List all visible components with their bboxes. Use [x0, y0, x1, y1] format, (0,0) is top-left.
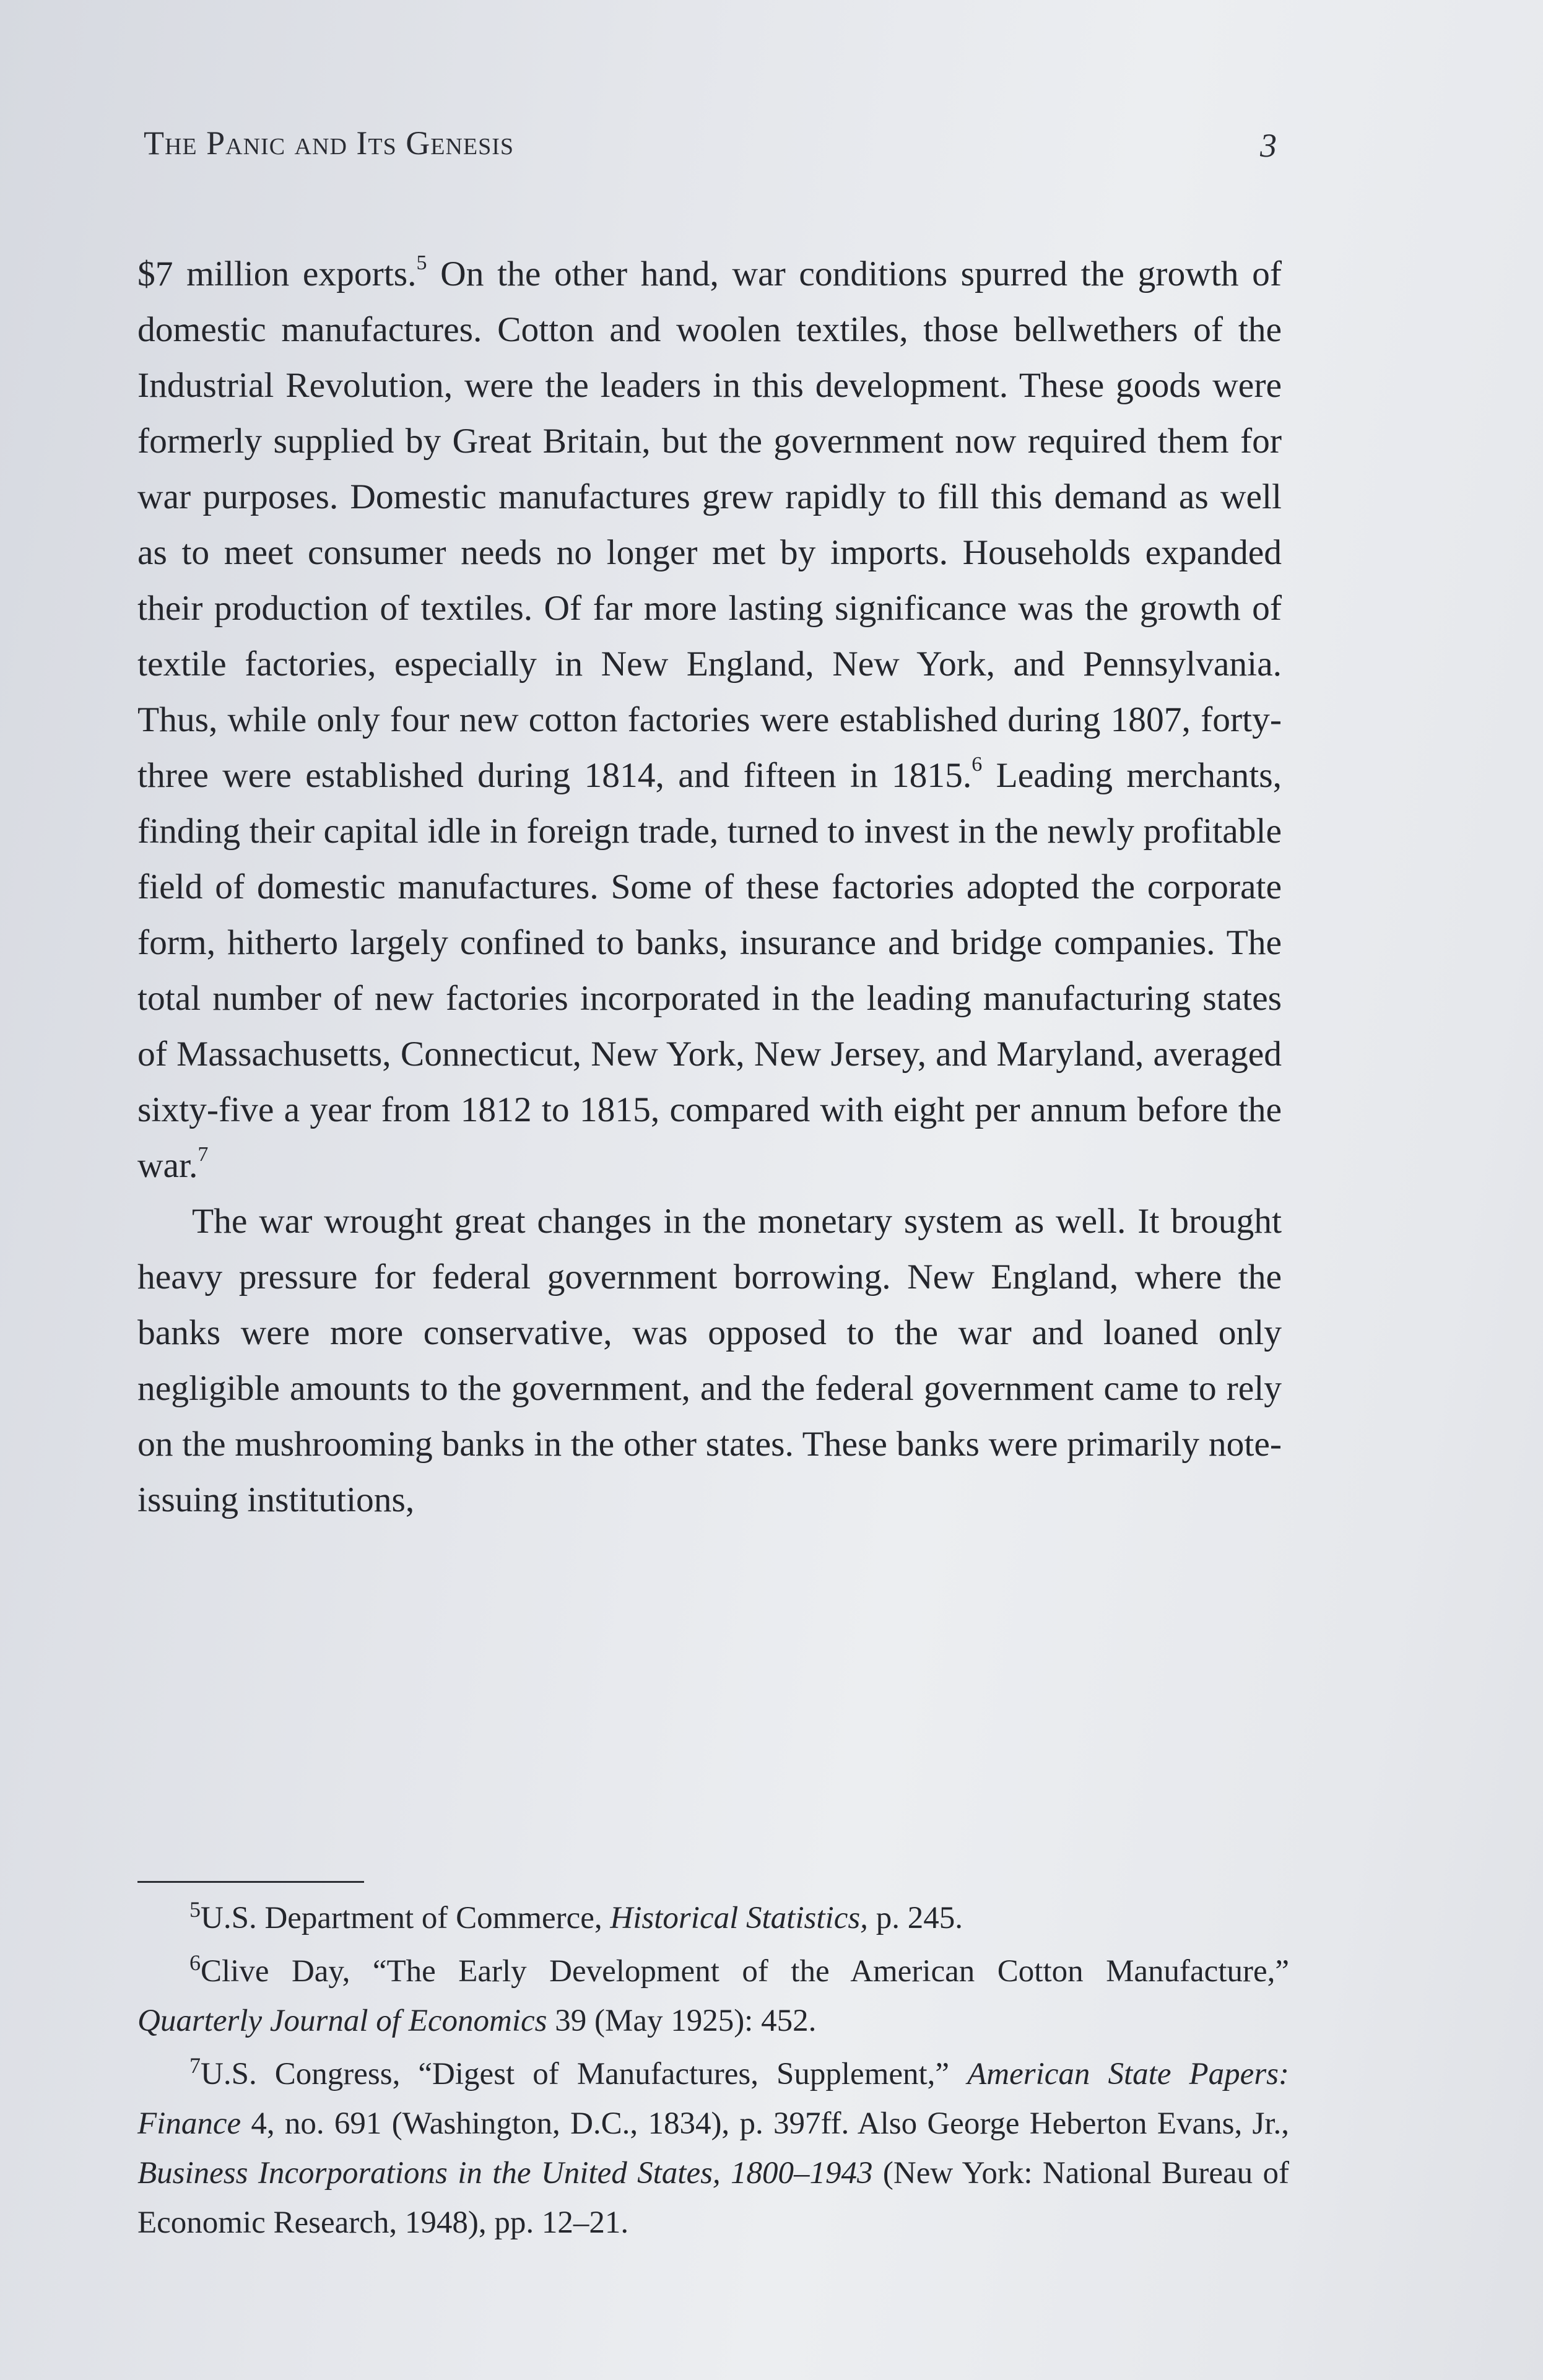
footnote-7	[137, 2049, 1289, 2248]
footnote-6-number: 6	[189, 1950, 201, 1975]
footnote-ref-7: 7	[198, 1143, 209, 1166]
paragraph-1-part-2: On the other hand, war conditions spurred the growth of domestic manufactures. Cotton and woolen textiles, those bellwethers of the Industrial Revolution, were the leaders in this development. These goods were formerly supplied by Great Britain, but the government now required them for war purposes. Domestic manufactures grew rapidly to fill this demand as well as to meet consumer needs no longer met by imports. Households expanded their production of textiles. Of far more lasting significance was the growth of textile factories, especially in New England, New York, and Pennsylvania. Thus, while only four new cotton factories were established during 1807, forty-three were established during 1814, and fifteen in 1815.	[137, 254, 1282, 795]
footnote-divider	[137, 1881, 364, 1883]
footnote-6-journal: Quarterly Journal of Economics	[137, 2004, 547, 2038]
footnote-ref-6: 6	[971, 753, 983, 776]
paragraph-1-part-1: $7 million exports.	[137, 254, 417, 293]
footnote-6-text-a: Clive Day, “The Early Development of the American Cotton Manufacture,”	[201, 1954, 1289, 1989]
footnote-5-text-b: p. 245.	[867, 1901, 963, 1935]
footnote-7-text-a: U.S. Congress, “Digest of Manufactures, Supplement,”	[201, 2057, 968, 2091]
footnote-ref-5: 5	[416, 251, 427, 274]
running-head	[144, 124, 1277, 173]
footnote-7-text-b: 4, no. 691 (Washington, D.C., 1834), p. 397ff. Also George Heberton Evans, Jr.,	[241, 2106, 1289, 2141]
paragraph-1-part-3: Leading merchants, finding their capital idle in foreign trade, turned to invest in the newly profitable field of domestic manufactures. Some of these factories adopted the corporate form, hitherto largely confined to banks, insurance and bridge companies. The total number of new factories incorporated in the leading manufacturing states of Massachusetts, Connecticut, New York, New Jersey, and Maryland, averaged sixty-five a year from 1812 to 1815, compared with eight per annum before the war.	[137, 756, 1282, 1185]
footnote-5-text-a: U.S. Department of Commerce,	[201, 1901, 611, 1935]
paragraph-2: The war wrought great changes in the monetary system as well. It brought heavy pressure for federal government borrowing. New England, where the banks were more conservative, was opposed to the war and loaned only negligible amounts to the government, and the federal government came to rely on the mushrooming banks in the other states. These banks were primarily note-issuing institutions,	[137, 1202, 1282, 1519]
page-number: 3	[1260, 127, 1277, 164]
footnote-7-number: 7	[189, 2053, 201, 2078]
footnotes	[137, 1893, 1289, 2251]
body-text	[137, 246, 1282, 1528]
footnote-5-title: Historical Statistics,	[610, 1901, 868, 1935]
footnote-7-title-2: Business Incorporations in the United States, 1800–1943	[137, 2156, 873, 2191]
footnote-7-text-c: (New York: National Bureau of Economic Research, 1948), pp. 12–21.	[137, 2156, 1289, 2240]
footnote-5	[137, 1893, 1289, 1943]
paragraph-1	[137, 246, 1282, 1194]
footnote-6	[137, 1947, 1289, 2046]
footnote-5-number: 5	[189, 1897, 201, 1922]
footnote-7-title-1: American State Papers: Finance	[137, 2057, 1289, 2141]
running-title: The Panic and Its Genesis	[144, 124, 514, 162]
footnote-6-text-b: 39 (May 1925): 452.	[547, 2004, 817, 2038]
